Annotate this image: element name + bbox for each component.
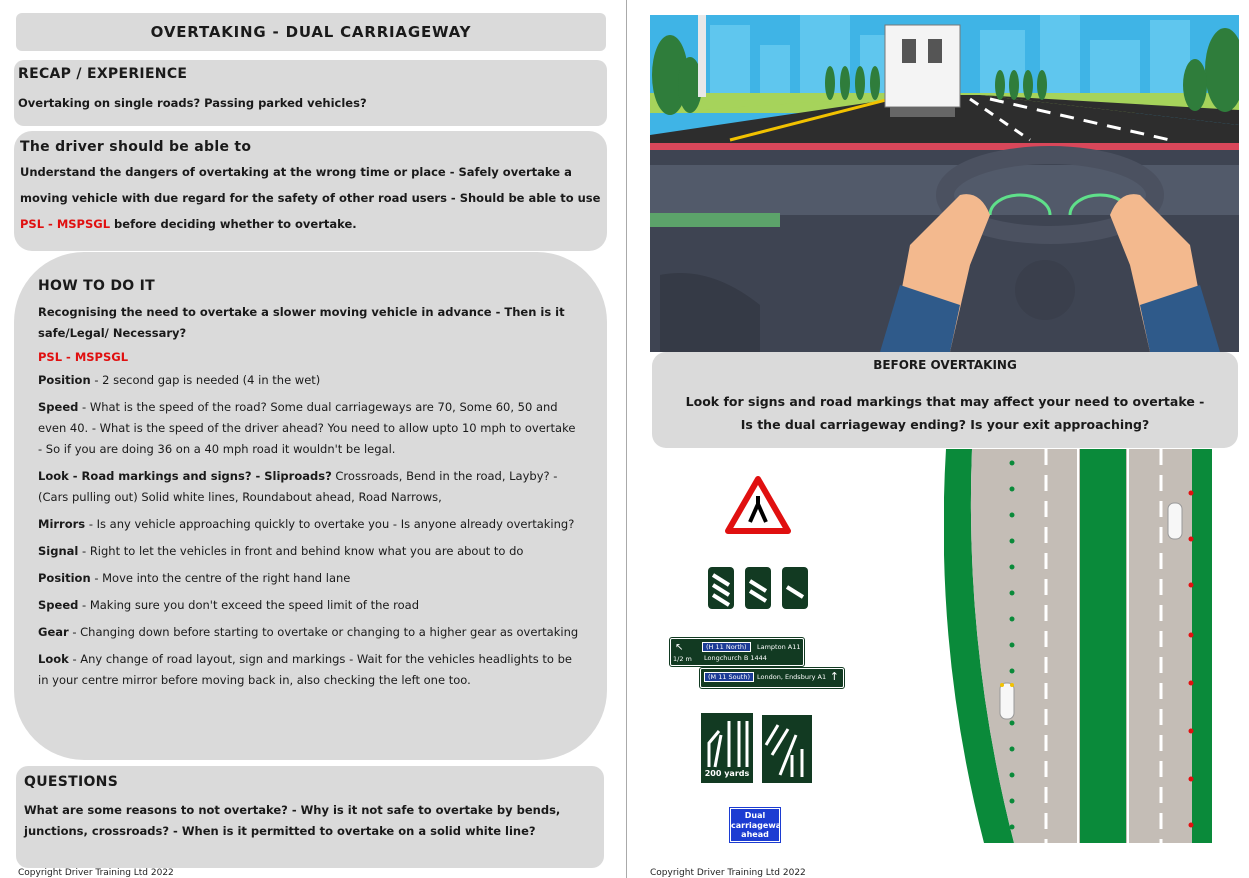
page-title: OVERTAKING - DUAL CARRIAGEWAY (16, 13, 606, 51)
how-item: Look - Road markings and signs? - Sliproads? Crossroads, Bend in the road, Layby? - (Cars pulling out) Solid white lines, Roundabout ahead, Road Narrows, (38, 469, 558, 504)
objectives-panel (14, 131, 607, 251)
dual-carriageway-ahead-sign: Dual carriageway ahead (730, 808, 780, 842)
recap-heading: RECAP / EXPERIENCE (18, 66, 188, 82)
arrow-up-left-icon: ↖ (675, 642, 684, 653)
page-divider (626, 0, 627, 878)
how-intro: Recognising the need to overtake a slower moving vehicle in advance - Then is it safe/Legal/ Necessary? (38, 305, 565, 340)
direction-sign-south: (M 11 South) London, Endsbury A1 ↑ (700, 668, 844, 688)
arrow-up-icon: ↑ (829, 670, 839, 683)
how-psl: PSL - MSPSGL (38, 350, 129, 364)
copyright-right: Copyright Driver Training Ltd 2022 (650, 868, 806, 878)
lane-sign-merge (762, 715, 812, 783)
copyright-left: Copyright Driver Training Ltd 2022 (18, 868, 174, 878)
before-line2: Is the dual carriageway ending? Is your exit approaching? (740, 417, 1150, 432)
how-to-panel (14, 252, 607, 760)
how-item: Speed - Making sure you don't exceed the speed limit of the road (38, 598, 420, 612)
how-item: Position - Move into the centre of the right hand lane (38, 571, 351, 585)
how-heading: HOW TO DO IT (38, 278, 156, 294)
before-overtaking-panel (652, 352, 1238, 448)
how-item: Signal - Right to let the vehicles in front and behind know what you are about to do (38, 544, 524, 558)
recap-text: Overtaking on single roads? Passing parked vehicles? (18, 96, 367, 110)
countdown-markers-sign (708, 567, 808, 609)
recap-panel (14, 60, 607, 126)
how-item: Speed - What is the speed of the road? Some dual carriageways are 70, Some 60, 50 and even 40. - What is the speed of the driver ahead? You need to allow upto 10 mph to overtake - So if you are doing 36 on a 40 mph road it wouldn't be legal. (38, 400, 576, 456)
before-heading: BEFORE OVERTAKING (873, 358, 1017, 372)
road-diagram (944, 449, 1214, 843)
how-item: Look - Any change of road layout, sign and markings - Wait for the vehicles headlights to be in your centre mirror before moving back in, also checking the left one too. (38, 652, 572, 687)
objectives-text: Understand the dangers of overtaking at the wrong time or place - Safely overtake a moving vehicle with due regard for the safety of other road users - Should be able to use PSL - MSPSGL before deciding whether to overtake. (20, 165, 601, 231)
before-line1: Look for signs and road markings that may affect your need to overtake - (685, 394, 1205, 409)
questions-text: What are some reasons to not overtake? - Why is it not safe to overtake by bends, junctions, crossroads? - When is it permitted to overtake on a solid white line? (24, 803, 561, 838)
how-item: Gear - Changing down before starting to overtake or changing to a higher gear as overtaking (38, 625, 579, 639)
how-item: Position - 2 second gap is needed (4 in the wet) (38, 373, 321, 387)
objectives-heading: The driver should be able to (20, 139, 252, 155)
dual-carriageway-ends-sign (725, 476, 791, 534)
questions-panel (16, 766, 604, 868)
questions-heading: QUESTIONS (24, 774, 119, 790)
direction-sign-north: ↖ (H 11 North) Lampton A11 1/2 m Longchurch B 1444 (670, 638, 804, 666)
driving-illustration (650, 15, 1239, 352)
lane-sign-label: 200 yards (702, 769, 752, 778)
how-item: Mirrors - Is any vehicle approaching quickly to overtake you - Is anyone already overtaking? (38, 517, 575, 531)
